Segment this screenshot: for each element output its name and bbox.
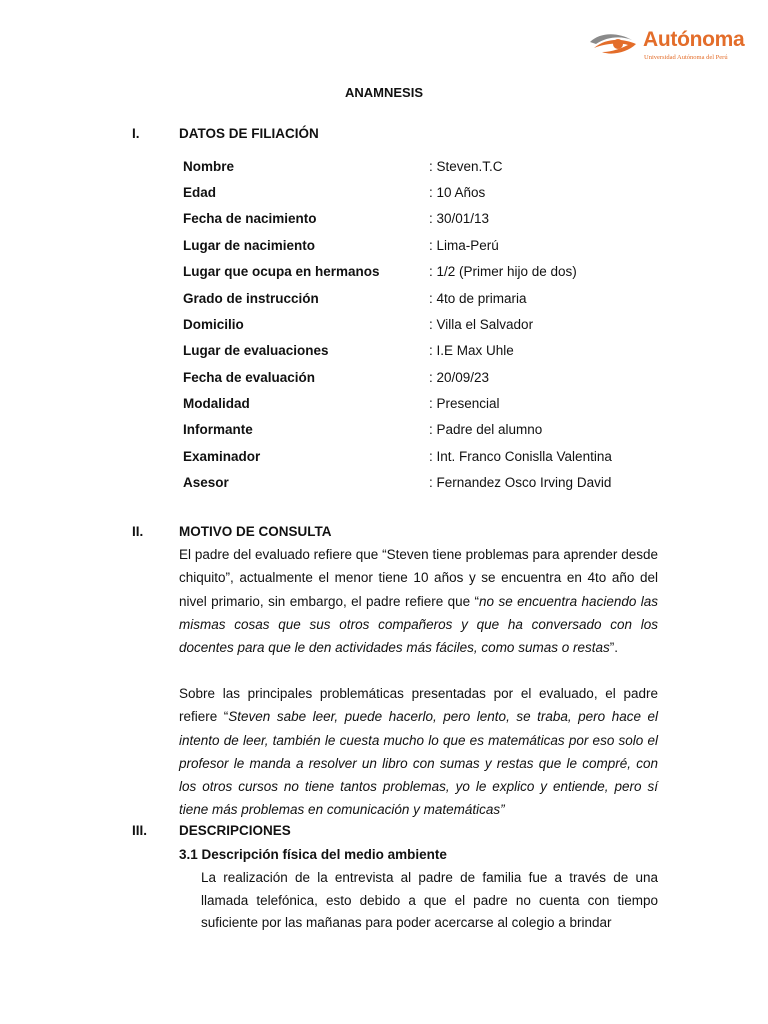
field-row bbox=[183, 396, 663, 416]
field-label: Lugar de nacimiento bbox=[183, 238, 316, 253]
swoosh-logo-icon bbox=[588, 28, 638, 58]
field-row bbox=[183, 185, 663, 205]
field-label: Asesor bbox=[183, 475, 229, 490]
section3-number: III. bbox=[132, 823, 148, 838]
section2-number: II. bbox=[132, 524, 144, 539]
consultation-paragraph-2 bbox=[179, 682, 658, 822]
description-paragraph: La realización de la entrevista al padre de familia fue a través de una llamada telefónica, esto debido a que el padre no cuenta con tiempo suficiente por las mañanas para poder acercarse al colegio a brindar bbox=[201, 870, 658, 930]
field-value: : Fernandez Osco Irving David bbox=[429, 475, 612, 490]
field-value: : Padre del alumno bbox=[429, 422, 543, 437]
field-row bbox=[183, 422, 663, 442]
paragraph-text: Sobre las principales problemáticas presentadas por el evaluado, el padre refiere “ bbox=[179, 686, 658, 725]
field-value: : I.E Max Uhle bbox=[429, 343, 514, 358]
field-value: : 30/01/13 bbox=[429, 211, 490, 226]
subsection-title: 3.1 Descripción física del medio ambiente bbox=[179, 847, 447, 862]
section3-title: DESCRIPCIONES bbox=[179, 823, 291, 838]
field-label: Lugar de evaluaciones bbox=[183, 343, 329, 358]
field-row bbox=[183, 159, 663, 179]
paragraph-text: El padre del evaluado refiere que “Steven tiene problemas para aprender desde chiquito”, actualmente el menor tiene 10 años y se encuentra en 4to año del nivel primario, sin embargo, el padre refiere que “ bbox=[179, 547, 658, 609]
field-row bbox=[183, 291, 663, 311]
field-row bbox=[183, 238, 663, 258]
field-label: Edad bbox=[183, 185, 217, 200]
field-row bbox=[183, 264, 663, 284]
quoted-text: no se encuentra haciendo las mismas cosas que sus otros compañeros y que ha conversado con los docentes para que le den actividades más fáciles, como sumas o restas bbox=[179, 593, 658, 656]
quoted-text: Steven sabe leer, puede hacerlo, pero lento, se traba, pero hace el intento de leer, también le cuesta mucho lo que es matemáticas por eso solo el profesor le manda a resolver un libro con sumas y restas que le compré, con los otros cursos no tiene tantos problemas, yo le explico y entiende, pero sí tiene más problemas en comunicación y matemáticas” bbox=[179, 709, 658, 818]
field-label: Informante bbox=[183, 422, 253, 437]
field-row bbox=[183, 317, 663, 337]
field-label: Fecha de evaluación bbox=[183, 370, 316, 385]
section2-title: MOTIVO DE CONSULTA bbox=[179, 524, 332, 539]
section1-title: DATOS DE FILIACIÓN bbox=[179, 126, 319, 141]
field-row bbox=[183, 211, 663, 231]
field-value: : 1/2 (Primer hijo de dos) bbox=[429, 264, 577, 279]
field-label: Examinador bbox=[183, 449, 261, 464]
field-label: Modalidad bbox=[183, 396, 250, 411]
field-label: Fecha de nacimiento bbox=[183, 211, 317, 226]
field-value: : 20/09/23 bbox=[429, 370, 490, 385]
field-value: : 4to de primaria bbox=[429, 291, 527, 306]
field-row bbox=[183, 475, 663, 495]
field-value: : Steven.T.C bbox=[429, 159, 503, 174]
field-value: : Lima-Perú bbox=[429, 238, 499, 253]
field-value: : 10 Años bbox=[429, 185, 486, 200]
consultation-paragraph-1 bbox=[179, 543, 658, 659]
field-row bbox=[183, 370, 663, 390]
field-row bbox=[183, 343, 663, 363]
document-title: ANAMNESIS bbox=[344, 85, 423, 100]
paragraph-text: ”. bbox=[609, 640, 618, 656]
section1-number: I. bbox=[132, 126, 140, 141]
field-value: : Int. Franco Conislla Valentina bbox=[429, 449, 612, 464]
university-logo bbox=[588, 26, 758, 70]
field-label: Grado de instrucción bbox=[183, 291, 319, 306]
field-value: : Villa el Salvador bbox=[429, 317, 534, 332]
brand-subtitle: Universidad Autónoma del Perú bbox=[644, 54, 728, 61]
field-label: Nombre bbox=[183, 159, 235, 174]
field-row bbox=[183, 449, 663, 469]
field-value: : Presencial bbox=[429, 396, 500, 411]
brand-name: Autónoma bbox=[643, 28, 745, 51]
field-label: Domicilio bbox=[183, 317, 244, 332]
field-label: Lugar que ocupa en hermanos bbox=[183, 264, 380, 279]
